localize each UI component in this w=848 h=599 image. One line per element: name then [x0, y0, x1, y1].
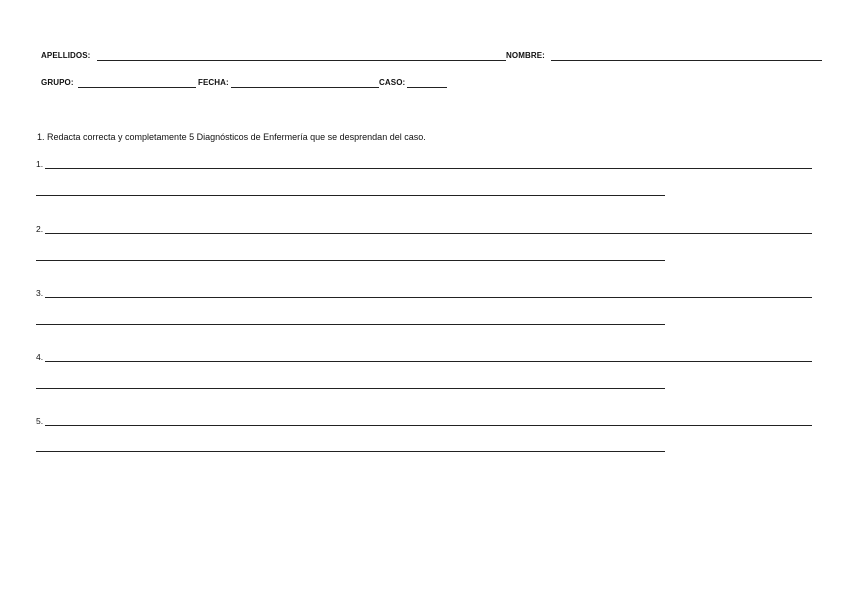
answer-number-5: 5. — [36, 416, 44, 426]
answer-number-1: 1. — [36, 159, 44, 169]
nombre-label: NOMBRE: — [506, 51, 545, 60]
nombre-field[interactable] — [551, 60, 822, 61]
answer-number-4: 4. — [36, 352, 44, 362]
grupo-field[interactable] — [78, 87, 196, 88]
apellidos-label: APELLIDOS: — [41, 51, 91, 60]
answer-3-line-2[interactable] — [36, 324, 665, 325]
fecha-field[interactable] — [231, 87, 379, 88]
caso-label: CASO: — [379, 78, 406, 87]
apellidos-field[interactable] — [97, 60, 506, 61]
answer-number-3: 3. — [36, 288, 44, 298]
answer-5-line-2[interactable] — [36, 451, 665, 452]
answer-3-line-1[interactable] — [45, 297, 812, 298]
fecha-label: FECHA: — [198, 78, 229, 87]
caso-field[interactable] — [407, 87, 447, 88]
answer-2-line-1[interactable] — [45, 233, 812, 234]
answer-1-line-1[interactable] — [45, 168, 812, 169]
question-instruction: 1. Redacta correcta y completamente 5 Diagnósticos de Enfermería que se desprendan del caso. — [37, 132, 426, 142]
answer-5-line-1[interactable] — [45, 425, 812, 426]
grupo-label: GRUPO: — [41, 78, 74, 87]
answer-1-line-2[interactable] — [36, 195, 665, 196]
answer-2-line-2[interactable] — [36, 260, 665, 261]
answer-number-2: 2. — [36, 224, 44, 234]
answer-4-line-2[interactable] — [36, 388, 665, 389]
answer-4-line-1[interactable] — [45, 361, 812, 362]
